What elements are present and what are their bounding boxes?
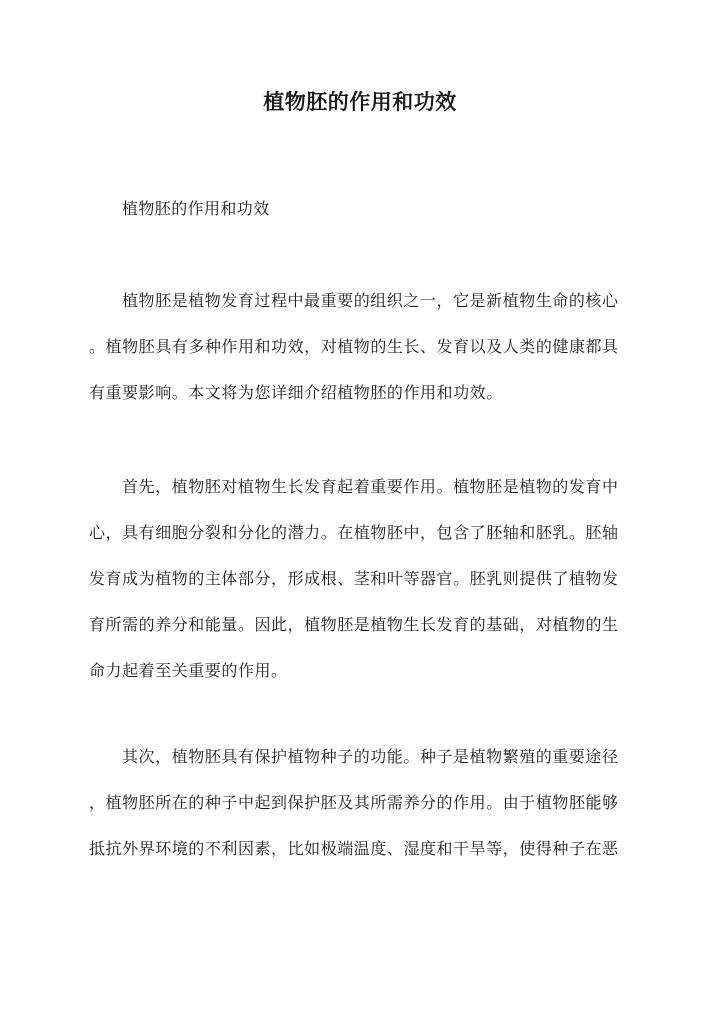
paragraph-line: 发育成为植物的主体部分，形成根、茎和叶等器官。胚乳则提供了植物发 — [89, 569, 619, 588]
paragraph-line: 植物胚是植物发育过程中最重要的组织之一，它是新植物生命的核心 — [122, 291, 619, 310]
paragraph-growth — [89, 475, 635, 705]
paragraph-line: 心，具有细胞分裂和分化的潜力。在植物胚中，包含了胚轴和胚乳。胚轴 — [89, 523, 619, 542]
paragraph-line: 首先，植物胚对植物生长发育起着重要作用。植物胚是植物的发育中 — [122, 477, 619, 496]
paragraph-line: 有重要影响。本文将为您详细介绍植物胚的作用和功效。 — [89, 383, 503, 402]
document-subtitle: 植物胚的作用和功效 — [122, 199, 270, 218]
paragraph-line: 命力起着至关重要的作用。 — [89, 661, 288, 680]
paragraph-protection — [89, 745, 635, 883]
paragraph-intro — [89, 289, 635, 427]
paragraph-line: ，植物胚所在的种子中起到保护胚及其所需养分的作用。由于植物胚能够 — [89, 793, 619, 812]
document-title: 植物胚的作用和功效 — [263, 89, 457, 114]
paragraph-line: 。植物胚具有多种作用和功效，对植物的生长、发育以及人类的健康都具 — [89, 337, 619, 356]
paragraph-line: 育所需的养分和能量。因此，植物胚是植物生长发育的基础，对植物的生 — [89, 615, 619, 634]
paragraph-line: 抵抗外界环境的不利因素，比如极端温度、湿度和干旱等，使得种子在恶 — [89, 839, 619, 858]
paragraph-line: 其次，植物胚具有保护植物种子的功能。种子是植物繁殖的重要途径 — [122, 747, 619, 766]
